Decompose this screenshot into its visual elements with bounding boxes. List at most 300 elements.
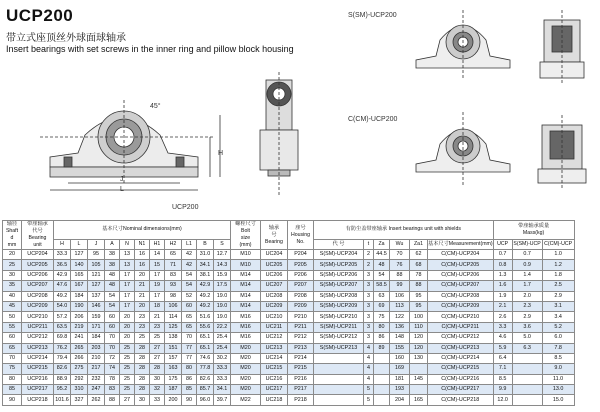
table-cell-h2: 93 [165,281,182,291]
table-cell-h1: 27 [150,353,165,363]
table-cell-unit: UCP211 [22,322,54,332]
table-cell-h: 47.6 [54,281,71,291]
table-cell-b: 82.6 [197,374,214,384]
table-cell-l: 310 [71,385,88,395]
table-cell-n: 17 [120,270,135,280]
table-cell-a: 83 [105,385,120,395]
table-cell-j: 146 [88,301,105,311]
table-cell-w2 [512,385,542,395]
table-cell-shield_unit: S(SM)-UCP210 [314,312,364,322]
table-cell-w1: 0.7 [493,250,512,260]
table-cell-bolt: M20 [231,343,261,353]
table-cell-cunit: C(CM)-UCP205 [428,260,494,270]
table-cell-n: 27 [120,395,135,405]
table-row [3,312,575,322]
table-cell-shield_unit [314,395,364,405]
table-cell-za1: 110 [410,322,428,332]
table-cell-wu: 70 [390,250,410,260]
table-cell-za [374,395,390,405]
table-cell-za: 54 [374,270,390,280]
table-cell-h: 76.2 [54,343,71,353]
table-cell-h1: 25 [150,333,165,343]
page-title: UCP200 [6,6,74,25]
table-cell-j: 184 [88,333,105,343]
table-cell-shield_unit: S(SM)-UCP208 [314,291,364,301]
table-cell-a: 48 [105,281,120,291]
table-cell-s: 33.3 [214,364,231,374]
table-cell-w3: 1.2 [542,260,574,270]
table-cell-w2: 6.3 [512,343,542,353]
variant-c-side-drawing [530,115,595,195]
table-cell-t: 3 [364,270,374,280]
table-cell-w1: 2.6 [493,312,512,322]
table-cell-w3: 2.9 [542,291,574,301]
header-col-n: N [120,239,135,249]
table-cell-d: 30 [3,270,22,280]
table-cell-bearing: UC205 [261,260,288,270]
table-cell-za1 [410,385,428,395]
table-cell-za: 89 [374,343,390,353]
table-cell-za [374,385,390,395]
table-cell-h: 79.4 [54,353,71,363]
table-cell-unit: UCP212 [22,333,54,343]
table-cell-l1: 65 [182,312,197,322]
table-cell-housing: P207 [288,281,314,291]
table-cell-n1: 28 [135,374,150,384]
table-cell-housing: P211 [288,322,314,332]
table-cell-t: 4 [364,374,374,384]
table-cell-l1: 42 [182,250,197,260]
table-cell-l1: 90 [182,395,197,405]
table-cell-cunit: C(CM)-UCP213 [428,343,494,353]
table-cell-bearing: UC206 [261,270,288,280]
table-cell-shield_unit [314,353,364,363]
table-cell-wu: 193 [390,385,410,395]
table-cell-w2: 3.6 [512,322,542,332]
table-cell-wu: 148 [390,333,410,343]
table-cell-a: 60 [105,312,120,322]
table-cell-h1: 30 [150,374,165,384]
table-cell-h: 95.2 [54,385,71,395]
table-cell-w2: 0.7 [512,250,542,260]
table-cell-unit: UCP204 [22,250,54,260]
table-cell-bearing: UC217 [261,385,288,395]
table-cell-bearing: UC207 [261,281,288,291]
table-cell-j: 137 [88,291,105,301]
table-cell-cunit: C(CM)-UCP218 [428,395,494,405]
table-cell-za: 44.5 [374,250,390,260]
table-cell-shield_unit: S(SM)-UCP204 [314,250,364,260]
table-cell-h2: 71 [165,260,182,270]
table-cell-za: 48 [374,260,390,270]
table-cell-unit: UCP216 [22,374,54,384]
header-col-h: H [54,239,71,249]
table-cell-n1: 25 [135,333,150,343]
table-cell-s: 25.4 [214,333,231,343]
table-cell-n: 20 [120,322,135,332]
table-cell-w1: 9.9 [493,385,512,395]
table-cell-wu: 160 [390,353,410,363]
table-cell-a: 88 [105,395,120,405]
table-cell-wu: 181 [390,374,410,384]
table-cell-n: 20 [120,333,135,343]
table-cell-j: 171 [88,322,105,332]
header-col-a: A [105,239,120,249]
table-cell-bearing: UC211 [261,322,288,332]
table-cell-l1: 77 [182,353,197,363]
table-cell-s: 19.0 [214,301,231,311]
table-cell-w1: 6.4 [493,353,512,363]
table-cell-l: 241 [71,333,88,343]
table-cell-shield_unit: S(SM)-UCP206 [314,270,364,280]
table-cell-w1: 5.9 [493,343,512,353]
header-col-t: t [364,239,374,249]
table-cell-housing: P208 [288,291,314,301]
table-cell-n1: 20 [135,270,150,280]
table-cell-housing: P212 [288,333,314,343]
table-cell-h2: 163 [165,364,182,374]
table-cell-shield_unit [314,385,364,395]
table-cell-b: 65.1 [197,333,214,343]
table-cell-w1: 8.5 [493,374,512,384]
header-weight-ucp: UCP [493,239,512,249]
table-row [3,250,575,260]
table-row [3,270,575,280]
table-row [3,353,575,363]
table-cell-bearing: UC208 [261,291,288,301]
table-cell-housing: P214 [288,353,314,363]
table-cell-w2: 2.0 [512,291,542,301]
table-cell-wu: 136 [390,322,410,332]
table-cell-h: 69.8 [54,333,71,343]
table-cell-t: 3 [364,312,374,322]
table-cell-shield_unit: S(SM)-UCP213 [314,343,364,353]
table-cell-wu: 99 [390,281,410,291]
table-cell-w3: 15.0 [542,395,574,405]
table-cell-w1: 7.1 [493,364,512,374]
table-cell-h2: 187 [165,385,182,395]
table-cell-bearing: UC215 [261,364,288,374]
table-cell-w2 [512,374,542,384]
table-cell-cunit: C(CM)-UCP207 [428,281,494,291]
table-cell-w3: 1.8 [542,270,574,280]
table-cell-za: 86 [374,333,390,343]
table-row [3,374,575,384]
table-cell-n: 17 [120,281,135,291]
table-cell-h1: 17 [150,291,165,301]
table-cell-w2: 1.4 [512,270,542,280]
table-cell-za1: 165 [410,395,428,405]
table-cell-a: 38 [105,250,120,260]
table-row [3,333,575,343]
table-cell-unit: UCP207 [22,281,54,291]
table-cell-w3: 3.1 [542,301,574,311]
table-cell-za1: 130 [410,353,428,363]
table-cell-housing: P215 [288,364,314,374]
table-cell-j: 121 [88,270,105,280]
table-cell-d: 85 [3,385,22,395]
table-cell-s: 25.4 [214,343,231,353]
angle-label: 45° [150,103,161,110]
table-cell-t: 2 [364,250,374,260]
table-cell-d: 90 [3,395,22,405]
table-cell-za1: 78 [410,270,428,280]
table-cell-bolt: M14 [231,301,261,311]
table-cell-w3: 1.0 [542,250,574,260]
table-cell-n1: 16 [135,260,150,270]
table-cell-j: 159 [88,312,105,322]
table-cell-s: 15.9 [214,270,231,280]
table-cell-l: 167 [71,281,88,291]
header-measure-group: 基本尺寸Measurement(mm) [428,239,494,249]
table-cell-a: 54 [105,291,120,301]
table-cell-t: 4 [364,353,374,363]
table-cell-za: 63 [374,291,390,301]
header-col-h1: H1 [150,239,165,249]
table-row [3,260,575,270]
table-cell-w1: 1.3 [493,270,512,280]
table-cell-cunit: C(CM)-UCP214 [428,353,494,363]
table-cell-h: 101.6 [54,395,71,405]
table-cell-t: 4 [364,364,374,374]
table-cell-l1: 54 [182,270,197,280]
table-cell-w2 [512,353,542,363]
table-cell-t: 4 [364,343,374,353]
table-cell-h2: 200 [165,395,182,405]
table-cell-shield_unit: S(SM)-UCP211 [314,322,364,332]
table-cell-a: 48 [105,270,120,280]
table-cell-unit: UCP213 [22,343,54,353]
side-view-drawing [250,72,310,202]
table-cell-l: 266 [71,353,88,363]
table-cell-h: 82.6 [54,364,71,374]
table-cell-h1: 17 [150,270,165,280]
table-cell-bolt: M14 [231,270,261,280]
table-row [3,281,575,291]
table-cell-b: 96.0 [197,395,214,405]
table-cell-s: 22.2 [214,322,231,332]
table-cell-shield_unit: S(SM)-UCP209 [314,301,364,311]
table-cell-za [374,353,390,363]
table-cell-n: 25 [120,364,135,374]
table-cell-h1: 19 [150,281,165,291]
header-col-wu: Wu [390,239,410,249]
table-cell-b: 34.1 [197,260,214,270]
table-cell-housing: P216 [288,374,314,384]
table-cell-a: 78 [105,374,120,384]
table-cell-t: 3 [364,333,374,343]
table-cell-cunit: C(CM)-UCP209 [428,301,494,311]
table-cell-bolt: M20 [231,364,261,374]
table-cell-w3: 8.5 [542,353,574,363]
dim-label-h: H [218,150,224,157]
table-cell-n1: 23 [135,322,150,332]
table-cell-h1: 18 [150,301,165,311]
table-cell-a: 38 [105,260,120,270]
table-cell-w1: 2.1 [493,301,512,311]
table-cell-w2: 2.3 [512,301,542,311]
table-cell-n: 25 [120,343,135,353]
table-cell-j: 203 [88,343,105,353]
table-cell-d: 25 [3,260,22,270]
table-cell-shield_unit: S(SM)-UCP212 [314,333,364,343]
table-cell-cunit: C(CM)-UCP216 [428,374,494,384]
table-cell-n: 13 [120,250,135,260]
dim-label-l: L [120,186,124,193]
table-cell-l1: 60 [182,301,197,311]
table-cell-cunit: C(CM)-UCP212 [428,333,494,343]
table-cell-housing: P218 [288,395,314,405]
variant-s-front-drawing [408,10,518,85]
table-cell-bolt: M20 [231,353,261,363]
table-cell-n1: 23 [135,312,150,322]
table-cell-shield_unit [314,374,364,384]
table-cell-w2: 2.9 [512,312,542,322]
table-cell-cunit: C(CM)-UCP215 [428,364,494,374]
table-cell-d: 60 [3,333,22,343]
specification-table [2,220,575,406]
table-cell-n1: 30 [135,395,150,405]
table-row [3,385,575,395]
table-cell-wu: 169 [390,364,410,374]
table-cell-za1: 68 [410,260,428,270]
table-cell-bearing: UC212 [261,333,288,343]
table-cell-n: 25 [120,374,135,384]
table-cell-h1: 32 [150,385,165,395]
table-cell-d: 35 [3,281,22,291]
table-cell-t: 5 [364,395,374,405]
header-weight-c: C(CM)-UCP [542,239,574,249]
table-cell-w2: 5.0 [512,333,542,343]
subtitle-english: Insert bearings with set screws in the inner ring and pillow block housing [6,44,294,54]
variant-s-label: S(SM)-UCP200 [348,12,397,19]
table-cell-b: 77.8 [197,364,214,374]
header-nominal-dimensions: 基本尺寸Nominal dimensions(mm) [54,221,231,240]
table-cell-housing: P217 [288,385,314,395]
table-cell-za: 80 [374,322,390,332]
table-cell-n1: 20 [135,301,150,311]
table-cell-s: 12.7 [214,250,231,260]
table-cell-l: 190 [71,301,88,311]
table-cell-j: 127 [88,281,105,291]
table-cell-za [374,364,390,374]
table-cell-a: 74 [105,364,120,374]
header-housing: 座号 Housing No. [288,221,314,250]
table-cell-unit: UCP217 [22,385,54,395]
table-cell-b: 85.7 [197,385,214,395]
table-cell-j: 232 [88,374,105,384]
table-cell-za: 58.5 [374,281,390,291]
table-cell-s: 19.0 [214,291,231,301]
table-cell-s: 14.3 [214,260,231,270]
table-cell-w3: 7.8 [542,343,574,353]
table-cell-l: 127 [71,250,88,260]
table-cell-housing: P210 [288,312,314,322]
table-cell-bolt: M22 [231,395,261,405]
header-weight-group: 带座轴承质量 Mass(kg) [493,221,574,240]
table-cell-l: 165 [71,270,88,280]
table-cell-shield_unit: S(SM)-UCP207 [314,281,364,291]
table-cell-l: 206 [71,312,88,322]
table-cell-t: 3 [364,281,374,291]
table-cell-housing: P206 [288,270,314,280]
table-cell-t: 5 [364,385,374,395]
table-cell-n1: 16 [135,250,150,260]
header-bearing: 轴承 号 Bearing [261,221,288,250]
table-cell-w1: 1.6 [493,281,512,291]
header-col-l1: L1 [182,239,197,249]
table-cell-j: 217 [88,364,105,374]
table-cell-bearing: UC209 [261,301,288,311]
table-cell-s: 33.3 [214,374,231,384]
table-cell-w1: 4.6 [493,333,512,343]
table-cell-bearing: UC204 [261,250,288,260]
table-cell-j: 247 [88,385,105,395]
table-cell-h: 57.2 [54,312,71,322]
table-cell-w2 [512,364,542,374]
table-cell-za1 [410,364,428,374]
table-cell-w1: 0.8 [493,260,512,270]
table-cell-za1: 145 [410,374,428,384]
table-cell-l1: 80 [182,364,197,374]
table-cell-cunit: C(CM)-UCP206 [428,270,494,280]
table-cell-n: 17 [120,291,135,301]
header-col-s: S [214,239,231,249]
subtitle-chinese: 带立式座顶丝外球面球轴承 [6,33,126,44]
variant-c-front-drawing [408,112,518,190]
table-cell-j: 210 [88,353,105,363]
table-cell-w2: 0.9 [512,260,542,270]
table-cell-b: 51.6 [197,312,214,322]
table-cell-l: 265 [71,343,88,353]
table-cell-w3: 2.5 [542,281,574,291]
table-cell-h: 63.5 [54,322,71,332]
table-cell-s: 34.1 [214,385,231,395]
table-cell-t: 3 [364,291,374,301]
table-cell-h2: 114 [165,312,182,322]
table-cell-h2: 157 [165,353,182,363]
table-cell-l1: 54 [182,281,197,291]
table-cell-wu: 106 [390,291,410,301]
table-cell-unit: UCP214 [22,353,54,363]
table-cell-n: 17 [120,301,135,311]
table-row [3,322,575,332]
table-cell-h: 88.9 [54,374,71,384]
table-cell-h1: 15 [150,260,165,270]
table-cell-l1: 42 [182,260,197,270]
table-cell-cunit: C(CM)-UCP204 [428,250,494,260]
table-cell-unit: UCP218 [22,395,54,405]
table-cell-l: 292 [71,374,88,384]
table-cell-h2: 125 [165,322,182,332]
table-cell-n1: 28 [135,385,150,395]
table-cell-l1: 85 [182,385,197,395]
table-cell-a: 54 [105,301,120,311]
table-cell-n1: 28 [135,343,150,353]
table-cell-s: 19.0 [214,312,231,322]
table-cell-w2 [512,395,542,405]
table-cell-bolt: M16 [231,333,261,343]
table-cell-za: 69 [374,301,390,311]
table-cell-bolt: M16 [231,322,261,332]
table-cell-t: 3 [364,301,374,311]
table-cell-h1: 21 [150,312,165,322]
table-cell-za1: 120 [410,333,428,343]
table-cell-w3: 9.0 [542,364,574,374]
header-col-b: B [197,239,214,249]
table-cell-cunit: C(CM)-UCP210 [428,312,494,322]
table-cell-cunit: C(CM)-UCP211 [428,322,494,332]
